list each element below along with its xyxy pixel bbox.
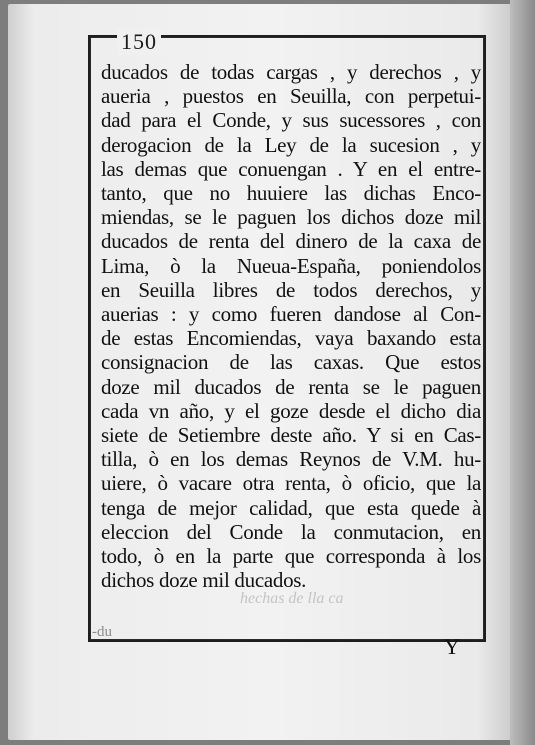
text-line: Lima, ò la Nueua-España, poniendolos [101, 253, 481, 278]
text-line: tilla, ò en los demas Reynos de V.M. hu- [101, 447, 481, 472]
bleed-through-text: hechas de lla ca [240, 590, 344, 607]
text-line: doze mil ducados de renta se le paguen [101, 374, 481, 399]
text-line: de estas Encomiendas, vaya baxando esta [101, 326, 481, 351]
text-line: derogacion de la Ley de la sucesion , y [101, 132, 481, 157]
text-line: dichos doze mil ducados. [101, 568, 307, 593]
text-line: todo, ò en la parte que corresponda à los [101, 544, 481, 569]
body-text [101, 60, 481, 592]
text-line: consignacion de las caxas. Que estos [101, 350, 481, 375]
text-line: siete de Setiembre deste año. Y si en Cas- [101, 423, 481, 448]
text-line: ducados de renta del dinero de la caxa de [101, 229, 481, 254]
page-number: 150 [117, 29, 161, 55]
catchword: Y [444, 634, 460, 659]
text-line: las demas que conuengan . Y en el entre- [101, 156, 481, 181]
text-line: auerias : y como fueren dandose al Con- [101, 302, 481, 327]
page-edge-shadow [510, 0, 535, 745]
text-line: tenga de mejor calidad, que esta quede à [101, 495, 481, 520]
text-line: cada vn año, y el goze desde el dicho dia [101, 398, 481, 423]
text-line: uiere, ò vacare otra renta, ò oficio, que la [101, 471, 481, 496]
text-line: en Seuilla libres de todos derechos, y [101, 277, 481, 302]
text-line: eleccion del Conde la conmutacion, en [101, 519, 481, 544]
text-line: aueria , puestos en Seuilla, con perpetui- [101, 84, 481, 109]
text-line: dad para el Conde, y sus sucessores , con [101, 108, 481, 133]
text-line: tanto, que no huuiere las dichas Enco- [101, 181, 481, 206]
text-line: ducados de todas cargas , y derechos , y [101, 60, 481, 84]
text-line: miendas, se le paguen los dichos doze mil [101, 205, 481, 230]
faint-catchword: -du [92, 624, 112, 640]
